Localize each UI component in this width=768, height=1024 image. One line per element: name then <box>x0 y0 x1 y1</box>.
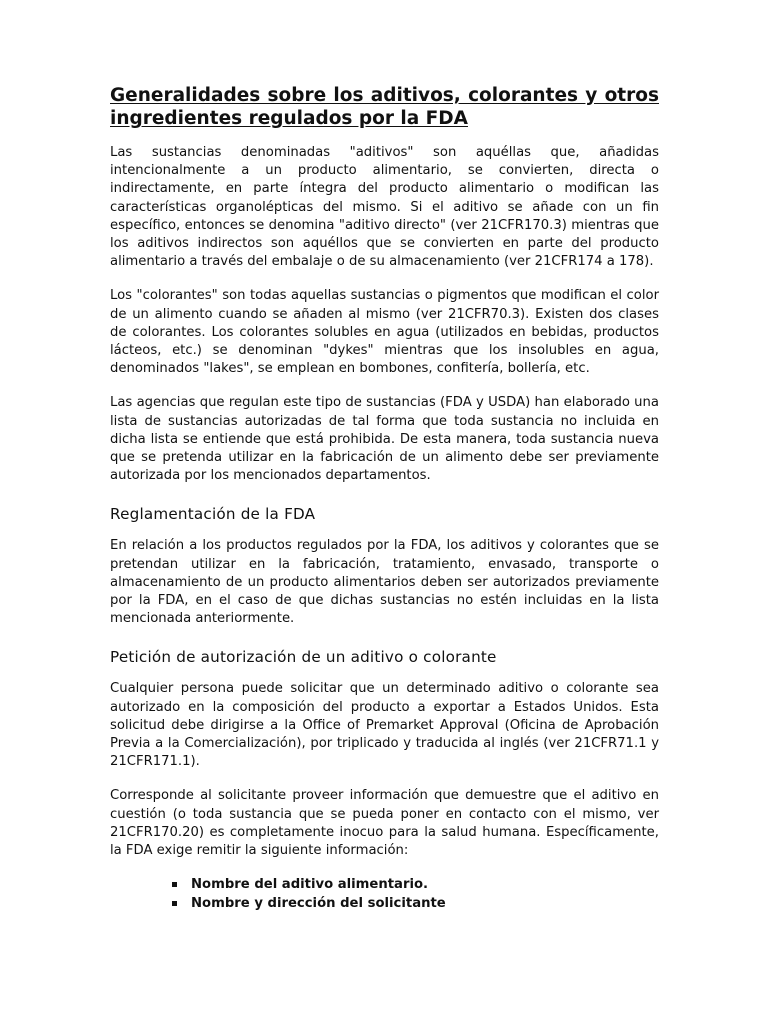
intro-paragraph-agencias: Las agencias que regulan este tipo de sustancias (FDA y USDA) han elaborado una lista de sustancias autorizadas de tal forma que toda sustancia no incluida en dicha lista se entiende que está prohibida. De esta manera, toda sustancia nueva que se pretenda utilizar en la fabricación de un alimento debe ser previamente autorizada por los mencionados departamentos. <box>110 395 659 484</box>
section-heading-reglamentacion: Reglamentación de la FDA <box>110 505 316 524</box>
document-title <box>110 84 659 130</box>
peticion-paragraph-informacion: Corresponde al solicitante proveer información que demuestre que el aditivo en cuestión (o toda sustancia que se pueda poner en contacto con el mismo, ver 21CFR170.20) es completamente inocuo para la salud humana. Específicamente, la FDA exige remitir la siguiente información: <box>110 788 659 859</box>
square-bullet-icon <box>172 901 177 906</box>
intro-paragraph-colorantes: Los "colorantes" son todas aquellas sustancias o pigmentos que modifican el color de un alimento cuando se añaden al mismo (ver 21CFR70.3). Existen dos clases de colorantes. Los colorantes solubles en agua (utilizados en bebidas, productos lácteos, etc.) se denominan "dykes" mientras que los insolubles en agua, denominados "lakes", se emplean en bombones, confitería, bollería, etc. <box>110 288 659 377</box>
reglamentacion-paragraph: En relación a los productos regulados por la FDA, los aditivos y colorantes que se pretendan utilizar en la fabricación, tratamiento, envasado, transporte o almacenamiento de un producto alimentarios deben ser autorizados previamente por la FDA, en el caso de que dichas sustancias no estén incluidas en la lista mencionada anteriormente. <box>110 538 659 627</box>
required-info-list <box>110 876 659 913</box>
peticion-paragraph-solicitud: Cualquier persona puede solicitar que un determinado aditivo o colorante sea autorizado en la composición del producto a exportar a Estados Unidos. Esta solicitud debe dirigirse a la Office of Premarket Approval (Oficina de Aprobación Previa a la Comercialización), por triplicado y traducida al inglés (ver 21CFR71.1 y 21CFR171.1). <box>110 681 659 770</box>
section-heading-peticion: Petición de autorización de un aditivo o colorante <box>110 648 497 667</box>
square-bullet-icon <box>172 882 177 887</box>
list-item <box>172 895 659 914</box>
intro-paragraph-aditivos: Las sustancias denominadas "aditivos" son aquéllas que, añadidas intencionalmente a un producto alimentario, se convierten, directa o indirectamente, en parte íntegra del producto alimentario o modifican las características organolépticas del mismo. Si el aditivo se añade con un fin específico, entonces se denomina "aditivo directo" (ver 21CFR170.3) mientras que los aditivos indirectos son aquéllos que se convierten en parte del producto alimentario a través del embalaje o de su almacenamiento (ver 21CFR174 a 178). <box>110 145 659 270</box>
list-item-text: Nombre y dirección del solicitante <box>191 895 446 911</box>
document-title-line-1: Generalidades sobre los aditivos, colorantes y otros <box>110 85 659 106</box>
list-item-text: Nombre del aditivo alimentario. <box>191 877 429 893</box>
document-title-line-2: ingredientes regulados por la FDA <box>110 108 468 129</box>
list-item <box>172 876 659 895</box>
